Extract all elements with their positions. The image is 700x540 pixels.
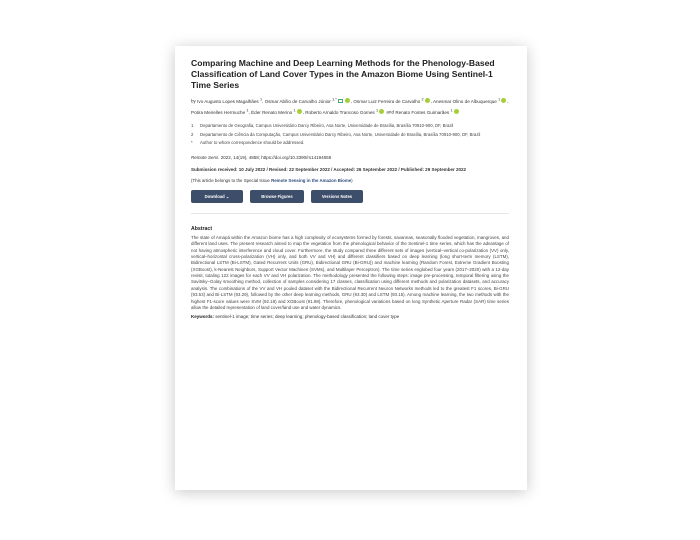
- orcid-icon[interactable]: [379, 109, 384, 114]
- keyword-links[interactable]: sentinel-1 image; time series; deep learning; phenology-based classification; land cover type: [214, 314, 400, 320]
- email-icon[interactable]: [338, 99, 343, 102]
- citation: Remote Sens. 2022, 14(19), 4858; https://doi.org/10.3390/rs14194858: [191, 155, 332, 161]
- publication-dates: Submission received: 10 July 2022 / Revised: 22 September 2022 / Accepted: 26 September 2022 / Published: 29 September 2022: [191, 167, 466, 173]
- affiliation-item: 1 Departamento de Geografia, Campus Universitário Darcy Ribeiro, Asa Norte, Universidade de Brasília, Brasília 70910-900, DF, Brazil: [191, 123, 454, 129]
- abstract-heading: Abstract: [191, 226, 213, 233]
- chevron-down-icon: ⌄: [225, 194, 230, 200]
- orcid-icon[interactable]: [297, 109, 302, 114]
- article-title: Comparing Machine and Deep Learning Methods for the Phenology-Based Classification of Land Cover Types in the Amazon Biome Using Sentinel-1 Time Series: [191, 58, 495, 90]
- article-page: [175, 46, 527, 490]
- versions-notes-button[interactable]: Versions Notes: [311, 190, 363, 203]
- author-link[interactable]: Renato Fontes Guimarães $^1$: [395, 108, 453, 115]
- orcid-icon[interactable]: [345, 98, 350, 103]
- divider: [191, 213, 509, 214]
- author-link[interactable]: Osmar Abílio de Carvalho Júnior $^{1,*}$: [264, 97, 337, 104]
- doi-link[interactable]: 2022, 14(19), 4858; https://doi.org/10.3390/rs14194858: [219, 155, 332, 161]
- article-content: [191, 58, 509, 320]
- keywords: Keywords: sentinel-1 image; time series; deep learning; phenology-based classification; land cover type: [191, 314, 400, 320]
- browse-figures-button[interactable]: Browse Figures: [250, 190, 304, 203]
- orcid-icon[interactable]: [454, 109, 459, 114]
- author-link[interactable]: Potira Meirelles Hermuche $^1$: [191, 108, 249, 115]
- affiliations: [191, 123, 509, 146]
- author-link[interactable]: Éder Renato Merino $^1$: [251, 108, 296, 115]
- orcid-icon[interactable]: [425, 98, 430, 103]
- action-buttons: [191, 190, 509, 203]
- author-list: by Ivo Augusto Lopes Magalhães $^1$, Osmar Abílio de Carvalho Júnior $^{1,*}$ , Osmar Luiz Ferreira de Carvalho $^2$ , Anesmar Olino de Albuquerque $^1$ , Potira Meirelles Hermuche $^1$, Éder Renato Merino $^1$ , Roberto Arnaldo Trancoso Gomes $^1$ and Renato Fontes Guimarães $^1$: [191, 97, 509, 115]
- special-issue-note: (This article belongs to the Special Issue Remote Sensing in the Amazon Biome): [191, 178, 353, 184]
- affiliation-item: * Author to whom correspondence should be addressed.: [191, 140, 305, 146]
- by-label: by: [191, 98, 196, 104]
- author-link[interactable]: Ivo Augusto Lopes Magalhães $^1$: [197, 97, 263, 104]
- author-link[interactable]: Osmar Luiz Ferreira de Carvalho $^2$: [353, 97, 424, 104]
- affiliation-item: 2 Departamento de Ciência da Computação, Campus Universitário Darcy Ribeiro, Asa Norte, Universidade de Brasília, Brasília 70910-900, DF, Brazil: [191, 131, 481, 137]
- orcid-icon[interactable]: [501, 98, 506, 103]
- author-link[interactable]: Roberto Arnaldo Trancoso Gomes $^1$: [305, 108, 379, 115]
- abstract-text: The state of Amapá within the Amazon biome has a high complexity of ecosystems formed by forests, savannas, seasonally flooded vegetation, mangroves, and different land uses. The present research aimed to map the vegetation from the phenological behavior of the Sentinel-1 time series, which has the advantage of not having atmospheric interference and cloud cover. Furthermore, the study compared three different sets of images (vertical–vertical co-polarization (VV) only, vertical–horizontal cross-polarization (VH) only, and both VV and VH) and different classifiers based on deep learning (long short-term memory (LSTM), Bidirectional LSTM (Bi-LSTM), Gated Recurrent Units (GRU), Bidirectional GRU (Bi-GRU)) and machine learning (Random Forest, Extreme Gradient Boosting (XGBoost), k-Nearest Neighbors, Support Vector Machines (SVMs), and Multilayer Perceptron). The time series englobed four years (2017–2020) with a 12-day revisit, totaling 122 images for each VV and VH polarization. The methodology presented the following steps: image pre-processing, temporal filtering using the Savitsky–Golay smoothing method, collection of samples considering 17 classes, classification using different methods and polarization datasets, and accuracy analysis. The combinations of the VV and VH pooled dataset with the Bidirectional Recurrent Neuron Networks methods led to the greatest F1 scores, Bi-GRU (93.53) and Bi-LSTM (93.29), followed by the other deep learning methods, GRU (93.30) and LSTM (93.15). Among machine learning, the two methods with the highest F1-score values were SVM (92.18) and XGBoost (91.98). Therefore, phenological variations based on long Synthetic Aperture Radar (SAR) time series allow the detailed representation of land cover/land use and water dynamics.: [191, 235, 509, 310]
- and-label: and: [386, 109, 395, 115]
- author-link[interactable]: Anesmar Olino de Albuquerque $^1$: [432, 97, 501, 104]
- download-button[interactable]: Download ⌄: [191, 190, 243, 203]
- special-issue-link[interactable]: Remote Sensing in the Amazon Biome: [271, 178, 352, 184]
